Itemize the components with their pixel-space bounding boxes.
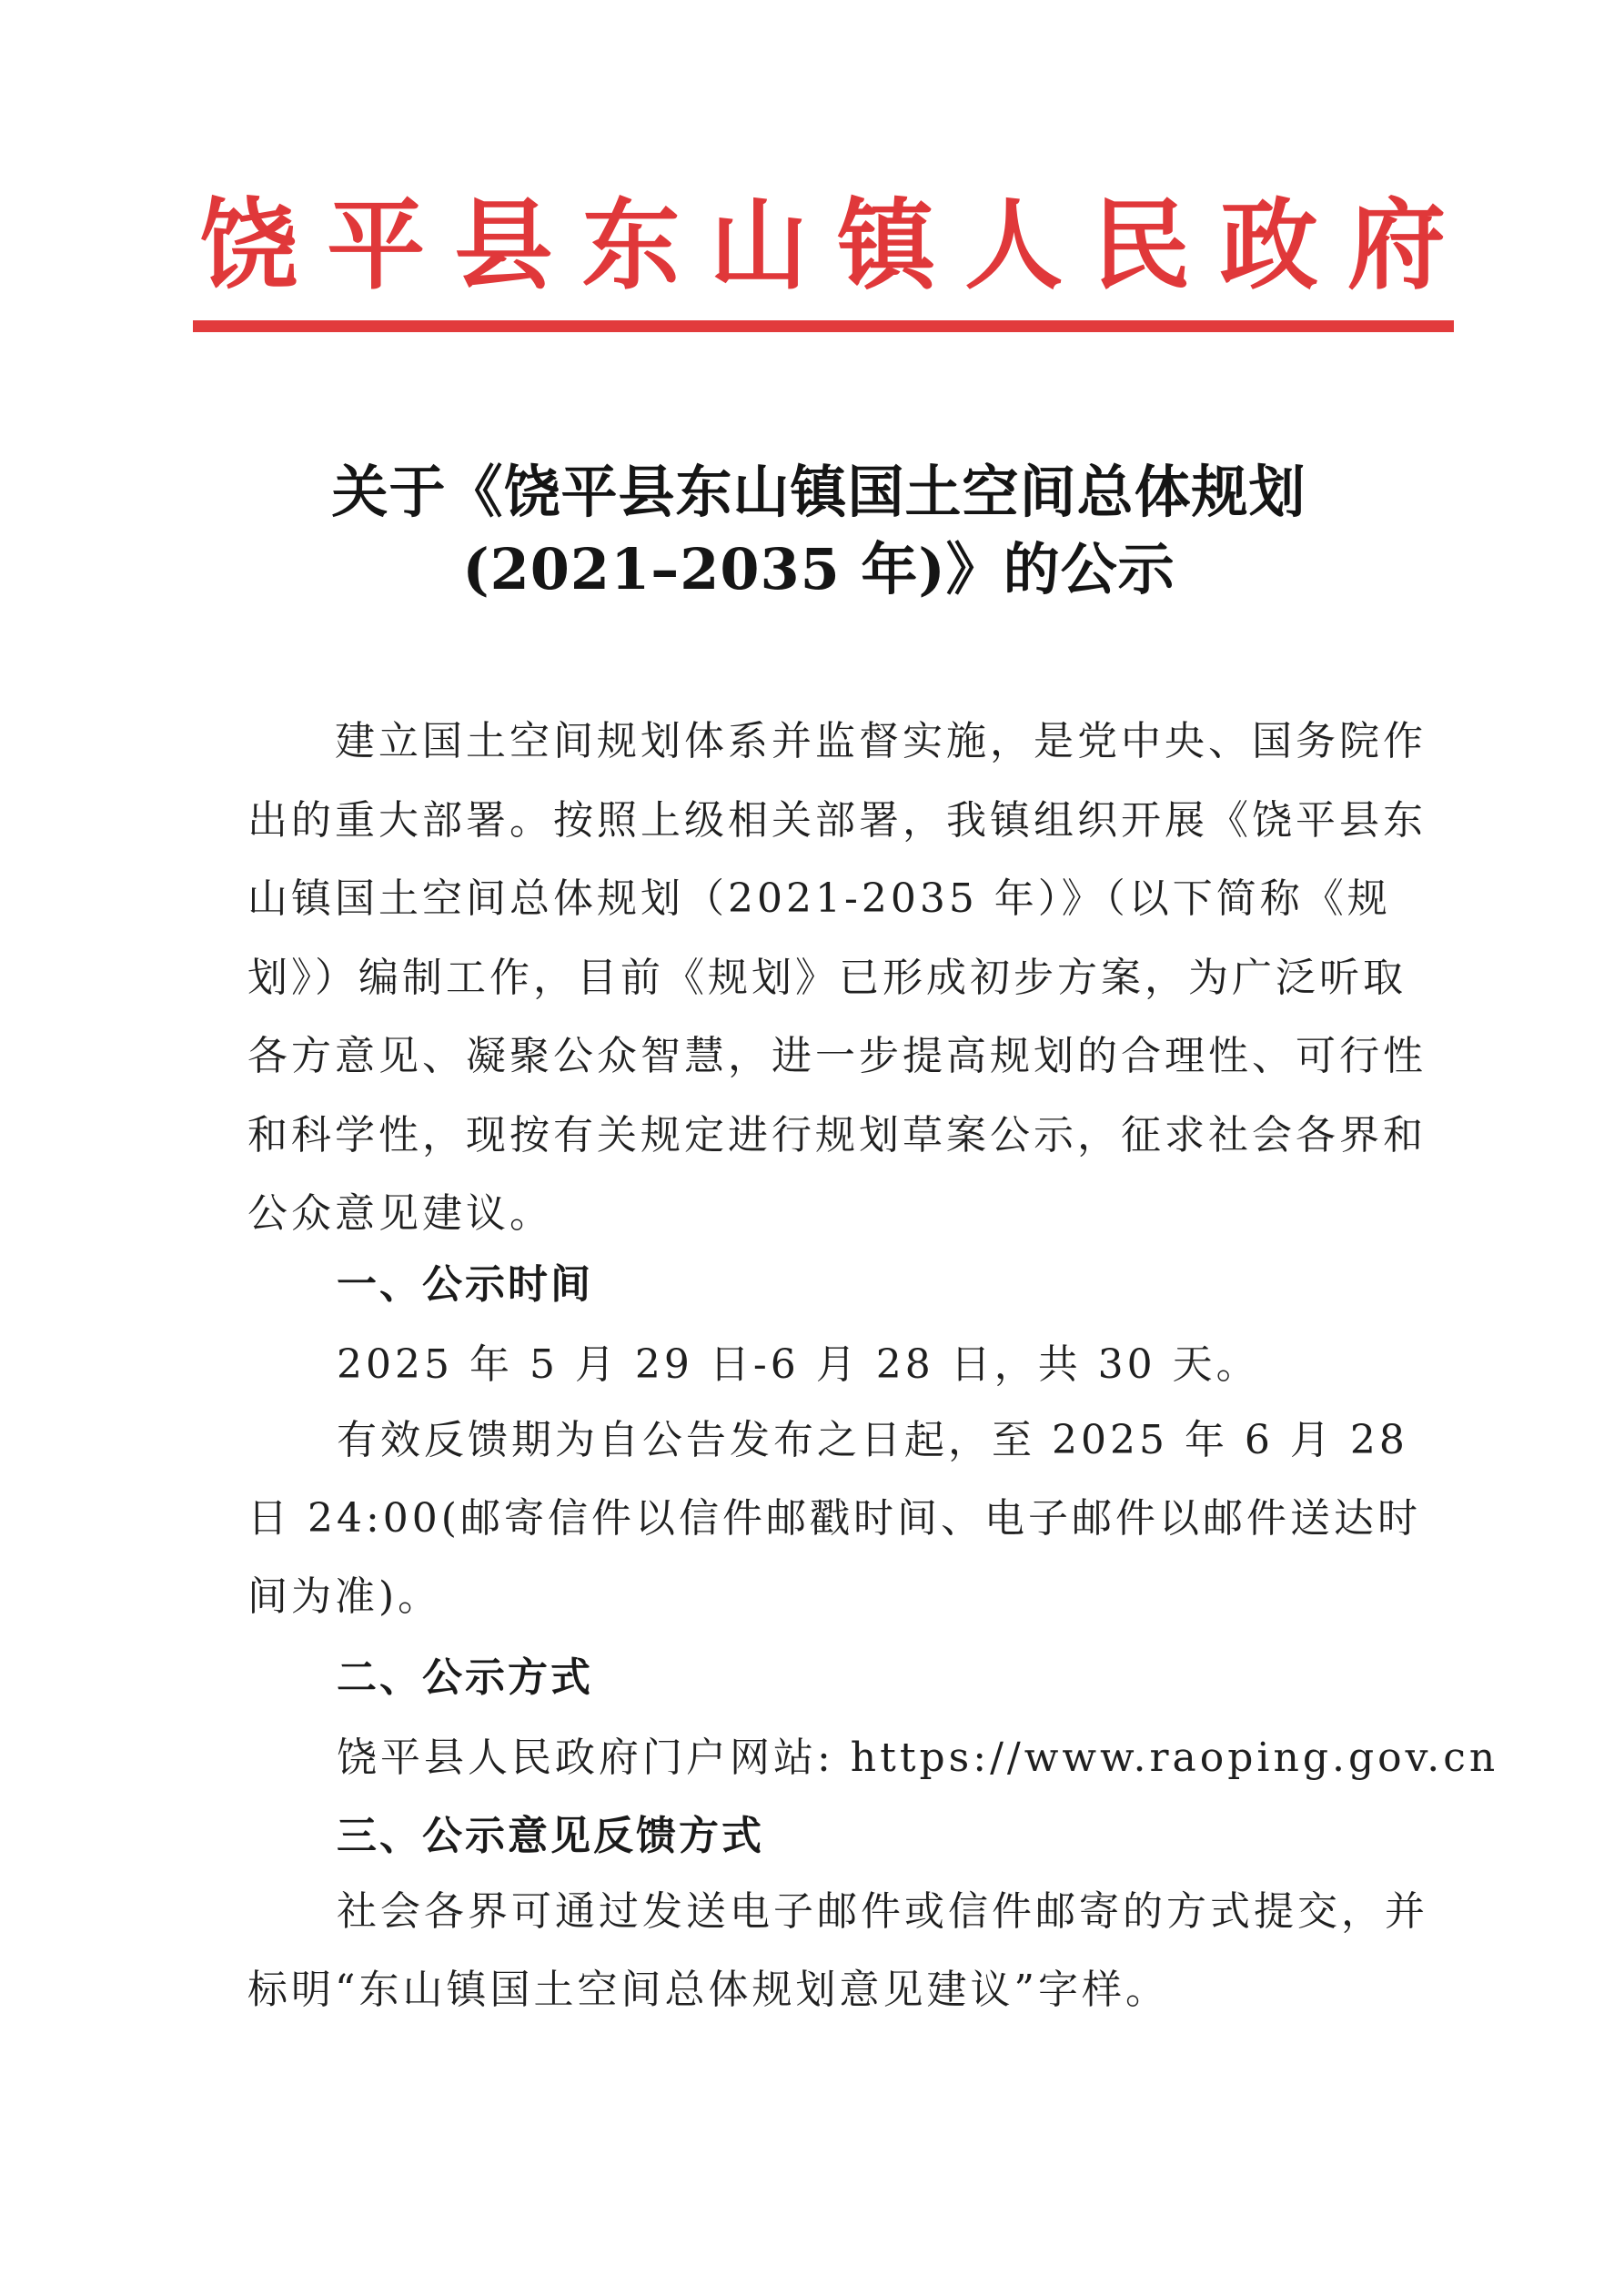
document-title-line-2: (2021–2035 年)》的公示 (462, 536, 1175, 602)
letterhead-red-rule (193, 320, 1454, 332)
letterhead-char: 民 (1092, 188, 1191, 303)
section-heading-time: 一、公示时间 (337, 1261, 593, 1308)
letterhead-char: 人 (964, 188, 1064, 303)
section-time-period: 2025 年 5 月 29 日-6 月 28 日，共 30 天。 (337, 1341, 1260, 1388)
letterhead-char: 府 (1347, 188, 1446, 303)
letterhead-char: 镇 (837, 188, 936, 303)
letterhead-char: 政 (1219, 188, 1318, 303)
letterhead-char: 平 (327, 188, 426, 303)
section-method-website: 饶平县人民政府门户网站: https://www.raoping.gov.cn (337, 1735, 1499, 1781)
letterhead-char: 县 (454, 188, 553, 303)
intro-paragraph: 建立国土空间规划体系并监督实施，是党中央、国务院作出的重大部署。按照上级相关部署，我镇组织开展《饶平县东山镇国土空间总体规划（2021-2035 年）》（以下简称《规划》）编制工作，目前《规划》已形成初步方案，为广泛听取各方意见、凝聚公众智慧，进一步提高规划的合理性、可行性和科学性，现按有关规定进行规划草案公示，征求社会各界和公众意见建议。 (247, 718, 1427, 1237)
letterhead-char: 山 (709, 188, 808, 303)
document-title-line-1: 关于《饶平县东山镇国土空间总体规划 (331, 459, 1306, 525)
section-heading-feedback: 三、公示意见反馈方式 (337, 1813, 764, 1859)
letterhead-char: 饶 (198, 188, 298, 303)
letterhead-org-name (195, 182, 1450, 309)
section-feedback-paragraph: 社会各界可通过发送电子邮件或信件邮寄的方式提交，并标明“东山镇国土空间总体规划意见建议”字样。 (247, 1888, 1428, 2013)
letterhead-char: 东 (581, 188, 681, 303)
section-time-feedback-period: 有效反馈期为自公告发布之日起，至 2025 年 6 月 28 日 24:00(邮寄信件以信件邮戳时间、电子邮件以邮件送达时间为准)。 (247, 1417, 1421, 1620)
section-heading-method: 二、公示方式 (337, 1654, 593, 1701)
